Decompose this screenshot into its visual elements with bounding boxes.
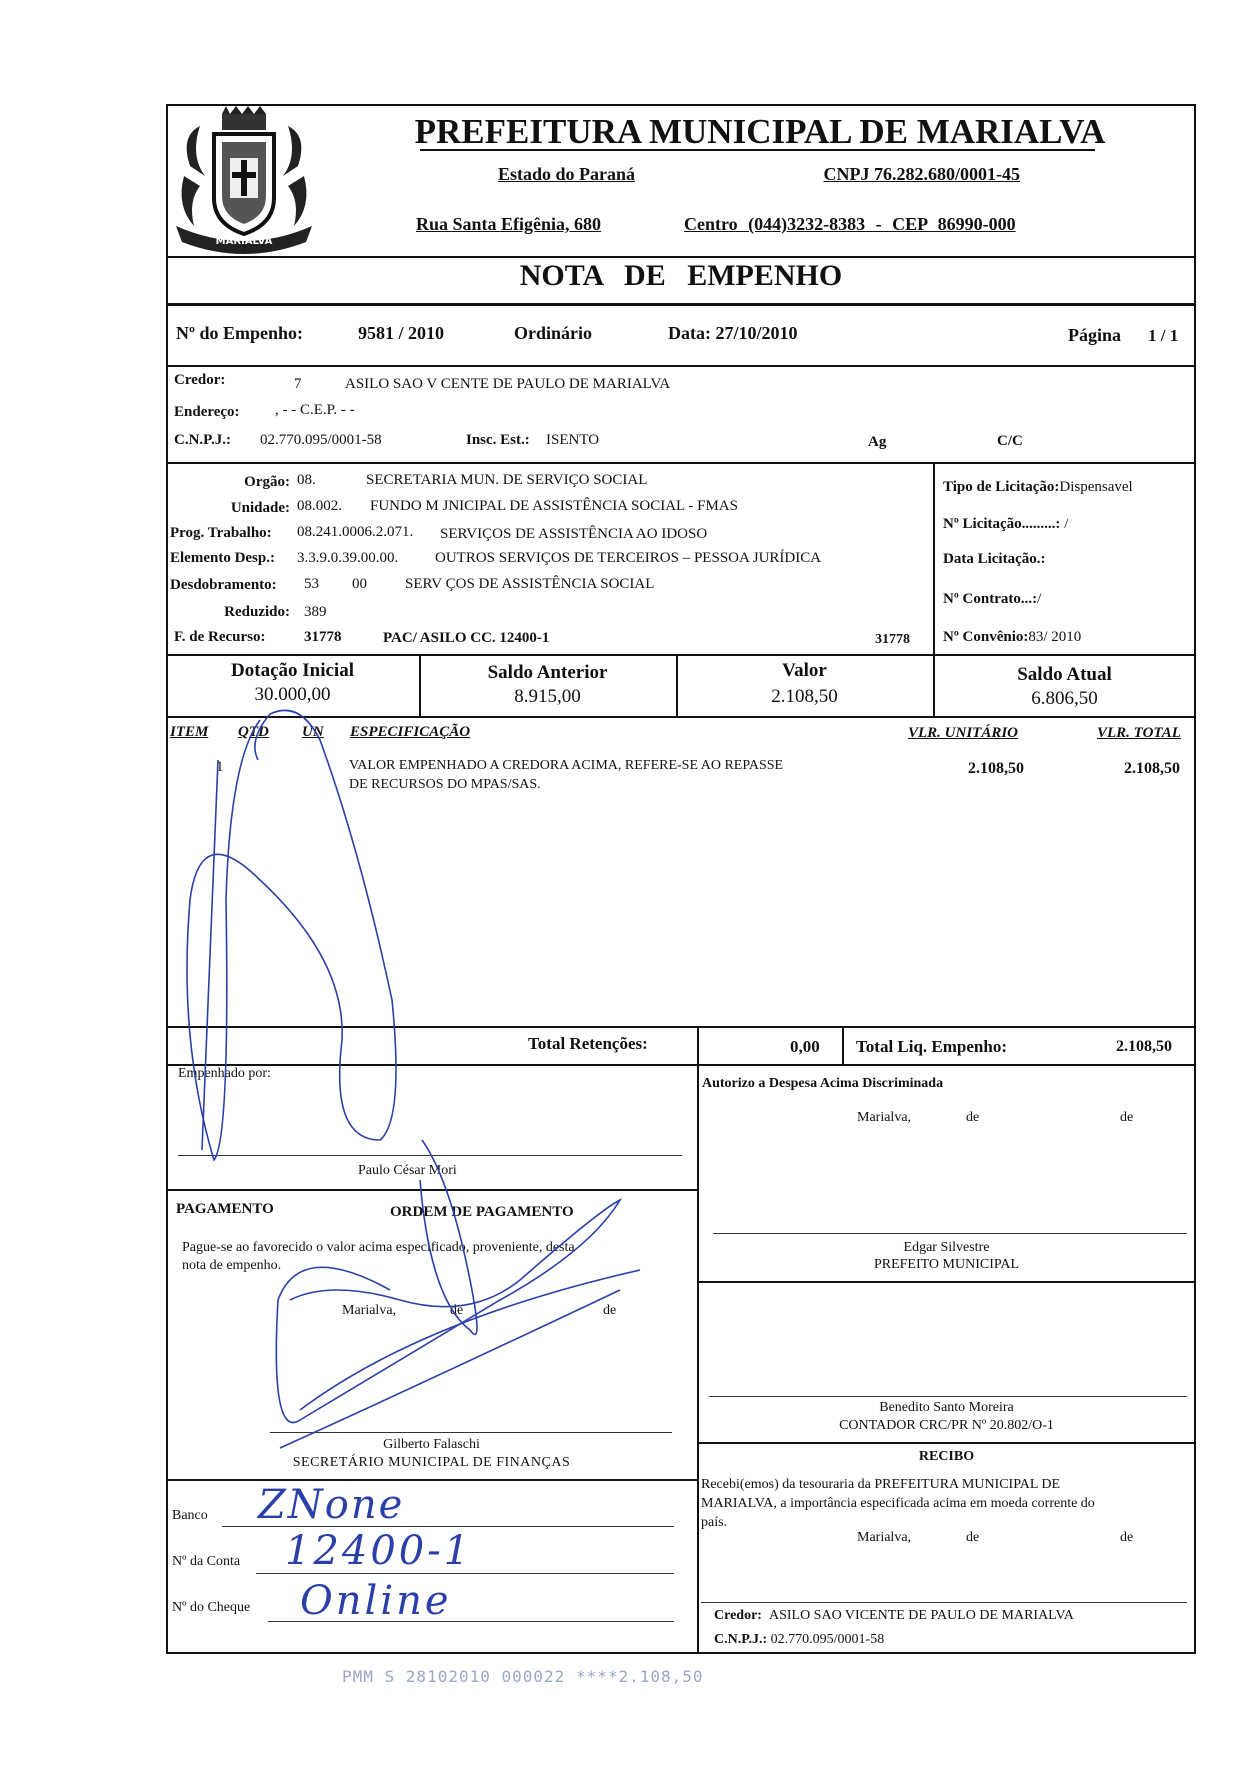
insc-value: ISENTO	[546, 432, 600, 448]
prog-label: Prog. Trabalho:	[170, 525, 272, 541]
tipo-licitacao-label: Tipo de Licitação:Dispensavel	[943, 479, 1133, 495]
empenhado-label: Empenhado por:	[178, 1066, 271, 1081]
unidade-label: Unidade:	[230, 500, 290, 516]
secretario-name: Gilberto Falaschi	[383, 1437, 480, 1452]
recibo-de1: de	[966, 1530, 980, 1545]
reduzido-label: Reduzido:	[224, 604, 290, 620]
saldo-atual-label: Saldo Atual	[1017, 664, 1112, 685]
num-licitacao-label: Nº Licitação.........: /	[943, 516, 1069, 532]
autorizo-de1: de	[966, 1110, 980, 1125]
elem-desc: OUTROS SERVIÇOS DE TERCEIROS – PESSOA JURÍDICA	[435, 550, 822, 566]
desd-sub: 00	[352, 576, 367, 592]
convenio-label: Nº Convênio:83/ 2010	[943, 629, 1082, 645]
credor-name: ASILO SAO V CENTE DE PAULO DE MARIALVA	[345, 376, 671, 392]
saldo-atual-value: 6.806,50	[1031, 688, 1098, 709]
municipal-coat-of-arms	[170, 106, 318, 254]
recibo-credor: Credor: ASILO SAO VICENTE DE PAULO DE MARIALVA	[714, 1608, 1074, 1623]
secretario-title: SECRETÁRIO MUNICIPAL DE FINANÇAS	[292, 1455, 571, 1470]
fonte-label: F. de Recurso:	[174, 629, 266, 645]
recibo-label: RECIBO	[918, 1449, 975, 1464]
prefeito-name: Edgar Silvestre	[903, 1240, 990, 1255]
convenio-value: 83/ 2010	[1028, 629, 1082, 645]
col-spec: ESPECIFICAÇÃO	[350, 724, 471, 740]
ordem-pagamento-label: ORDEM DE PAGAMENTO	[390, 1204, 574, 1220]
prog-code: 08.241.0006.2.071.	[297, 524, 414, 540]
recibo-line2: MARIALVA, a importância especificada acima em moeda corrente do	[701, 1496, 1095, 1511]
cnpj-label: C.N.P.J.:	[174, 432, 231, 448]
recibo-cnpj-value: 02.770.095/0001-58	[770, 1632, 885, 1647]
pague-line1: Pague-se ao favorecido o valor acima especificado, proveniente, desta	[182, 1240, 575, 1255]
unidade-desc: FUNDO M JNICIPAL DE ASSISTÊNCIA SOCIAL - FMAS	[370, 498, 738, 514]
conta-label: Nº da Conta	[172, 1554, 241, 1569]
num-licitacao-value: /	[1064, 516, 1069, 532]
empenho-number-label: Nº do Empenho:	[176, 323, 303, 343]
item-spec-line2: DE RECURSOS DO MPAS/SAS.	[349, 777, 541, 792]
recibo-de2: de	[1120, 1530, 1134, 1545]
address-value: , - - C.E.P. - -	[275, 402, 355, 418]
prefeito-title: PREFEITO MUNICIPAL	[873, 1257, 1020, 1272]
recibo-line3: país.	[701, 1515, 728, 1530]
banco-label: Banco	[172, 1508, 208, 1523]
header-address: Centro (044)3232-8383 - CEP 86990-000	[684, 214, 1016, 234]
fonte-code: 31778	[304, 629, 342, 645]
elem-code: 3.3.9.0.39.00.00.	[297, 550, 399, 566]
orgao-label: Orgão:	[244, 474, 290, 490]
contrato-label: Nº Contrato...:/	[943, 591, 1042, 607]
fonte-right: 31778	[875, 632, 910, 647]
header-street: Rua Santa Efigênia, 680	[416, 214, 602, 234]
saldo-anterior-value: 8.915,00	[514, 686, 581, 707]
retencoes-label: Total Retenções:	[528, 1034, 648, 1053]
empenhado-name: Paulo César Mori	[358, 1163, 457, 1178]
credor-code: 7	[294, 376, 302, 392]
empenho-number: 9581 / 2010	[358, 323, 445, 343]
recibo-line1: Recebi(emos) da tesouraria da PREFEITURA MUNICIPAL DE	[701, 1477, 1061, 1492]
credor-label: Credor:	[174, 372, 226, 388]
recibo-cnpj: C.N.P.J.: 02.770.095/0001-58	[714, 1632, 885, 1647]
doc-title: NOTA DE EMPENHO	[519, 259, 843, 292]
desd-desc: SERV ÇOS DE ASSISTÊNCIA SOCIAL	[405, 576, 655, 592]
elem-label: Elemento Desp.:	[170, 550, 275, 566]
dotacao-value: 30.000,00	[254, 684, 331, 705]
unidade-code: 08.002.	[297, 498, 342, 514]
empenho-type: Ordinário	[514, 323, 593, 343]
insc-label: Insc. Est.:	[466, 432, 530, 448]
autorizo-de2: de	[1120, 1110, 1134, 1125]
fonte-desc: PAC/ ASILO CC. 12400-1	[383, 630, 550, 646]
header-state: Estado do Paraná	[498, 164, 636, 184]
desd-code: 53	[304, 576, 319, 592]
pague-line2: nota de empenho.	[182, 1258, 282, 1273]
banco-value[interactable]: ZNone	[258, 1482, 405, 1528]
desd-label: Desdobramento:	[170, 577, 277, 593]
item-total-value: 2.108,50	[1124, 760, 1180, 777]
contador-name: Benedito Santo Moreira	[879, 1400, 1014, 1415]
page-label: Página	[1068, 325, 1122, 345]
header-title: PREFEITURA MUNICIPAL DE MARIALVA	[414, 112, 1106, 151]
prog-desc: SERVIÇOS DE ASSISTÊNCIA AO IDOSO	[440, 526, 708, 542]
valor-label: Valor	[782, 660, 827, 681]
contador-title: CONTADOR CRC/PR Nº 20.802/O-1	[839, 1418, 1054, 1433]
svg-text:MARIALVA: MARIALVA	[215, 236, 273, 247]
recibo-city: Marialva,	[857, 1530, 912, 1545]
item-spec-line1: VALOR EMPENHADO A CREDORA ACIMA, REFERE-SE AO REPASSE	[349, 758, 784, 773]
pague-de1: de	[450, 1303, 464, 1318]
reduzido-code: 389	[304, 604, 327, 620]
pagamento-label: PAGAMENTO	[176, 1201, 274, 1217]
recibo-credor-name: ASILO SAO VICENTE DE PAULO DE MARIALVA	[768, 1608, 1074, 1623]
cheque-value[interactable]: Online	[300, 1578, 452, 1624]
liq-empenho-label: Total Liq. Empenho:	[856, 1037, 1007, 1056]
tipo-licitacao-value: Dispensavel	[1059, 479, 1133, 495]
cheque-label: Nº do Cheque	[172, 1600, 251, 1615]
valor-value: 2.108,50	[771, 686, 838, 707]
retencoes-value: 0,00	[790, 1037, 820, 1056]
header-cnpj: CNPJ 76.282.680/0001-45	[823, 164, 1020, 184]
pague-city: Marialva,	[342, 1303, 397, 1318]
cnpj-value: 02.770.095/0001-58	[260, 432, 382, 448]
autorizo-label: Autorizo a Despesa Acima Discriminada	[702, 1076, 944, 1091]
orgao-desc: SECRETARIA MUN. DE SERVIÇO SOCIAL	[366, 472, 648, 488]
ag-label: Ag	[868, 434, 887, 450]
item-number: 1	[216, 759, 224, 775]
dotacao-label: Dotação Inicial	[231, 660, 354, 681]
col-qtd: QTD	[238, 724, 269, 740]
conta-value[interactable]: 12400-1	[285, 1528, 473, 1574]
col-unit: VLR. UNITÁRIO	[908, 725, 1019, 741]
empenho-date: Data: 27/10/2010	[668, 323, 798, 343]
saldo-anterior-label: Saldo Anterior	[487, 662, 608, 683]
col-un: UN	[302, 724, 324, 740]
autorizo-city: Marialva,	[857, 1110, 912, 1125]
address-label: Endereço:	[174, 404, 240, 420]
contrato-value: /	[1037, 591, 1042, 607]
item-unit-value: 2.108,50	[968, 760, 1024, 777]
cashier-stamp: PMM S 28102010 000022 ****2.108,50	[342, 1667, 704, 1686]
col-item: ITEM	[170, 724, 209, 740]
page-number: 1 / 1	[1148, 326, 1179, 345]
cc-label: C/C	[997, 433, 1023, 449]
data-licitacao-label: Data Licitação.:	[943, 551, 1046, 567]
orgao-code: 08.	[297, 472, 316, 488]
pague-de2: de	[603, 1303, 617, 1318]
col-total: VLR. TOTAL	[1097, 725, 1181, 741]
liq-empenho-value: 2.108,50	[1116, 1038, 1172, 1055]
